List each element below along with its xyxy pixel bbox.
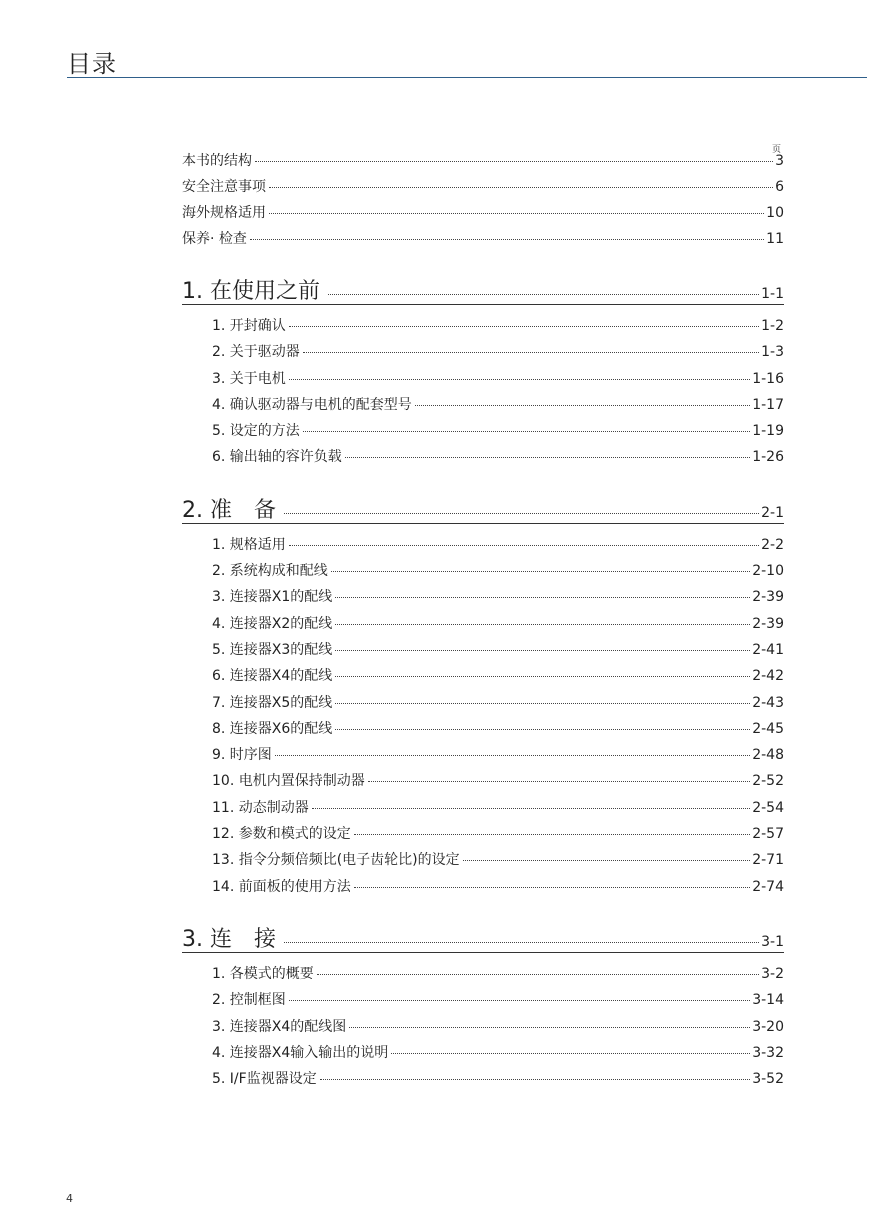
toc-entry[interactable] (182, 823, 784, 849)
page-title: 目录 (67, 50, 117, 78)
toc-entry-page: 3-20 (752, 1018, 784, 1035)
toc-entry-label: 6. 连接器X4的配线 (212, 668, 333, 685)
toc-entry-label: 保养· 检查 (182, 231, 247, 247)
toc-entry[interactable] (182, 368, 784, 394)
chapter-title: 1. 在使用之前 (182, 279, 320, 304)
toc-entry-page: 1-19 (752, 423, 784, 440)
toc-entry[interactable] (182, 744, 784, 770)
toc-entry[interactable] (182, 176, 784, 202)
toc-entry[interactable] (182, 876, 784, 902)
toc-entry-label: 6. 输出轴的容许负载 (212, 449, 342, 466)
toc-entry-label: 海外规格适用 (182, 205, 266, 221)
dot-leader (335, 650, 750, 651)
dot-leader (463, 860, 751, 861)
toc-entry-label: 4. 确认驱动器与电机的配套型号 (212, 396, 412, 413)
chapter-heading[interactable] (182, 922, 784, 953)
toc-entry-page: 11 (766, 231, 784, 247)
toc-entry-label: 2. 关于驱动器 (212, 344, 300, 361)
title-divider (67, 77, 867, 78)
toc-entry-label: 14. 前面板的使用方法 (212, 878, 351, 895)
dot-leader (284, 942, 759, 943)
dot-leader (317, 974, 759, 975)
toc-entry-page: 2-10 (752, 563, 784, 580)
dot-leader (354, 887, 751, 888)
toc-entry-page: 6 (775, 179, 784, 195)
toc-entry[interactable] (182, 692, 784, 718)
dot-leader (335, 703, 750, 704)
dot-leader (284, 513, 759, 514)
toc-entry-label: 3. 关于电机 (212, 370, 286, 387)
toc-entry-label: 13. 指令分频倍频比(电子齿轮比)的设定 (212, 852, 460, 869)
toc-entry[interactable] (182, 963, 784, 989)
toc-entry[interactable] (182, 534, 784, 560)
toc-entry-page: 3-52 (752, 1071, 784, 1088)
dot-leader (289, 545, 759, 546)
dot-leader (335, 729, 750, 730)
toc-entry[interactable] (182, 849, 784, 875)
dot-leader (255, 161, 773, 162)
chapter-title: 3. 连 接 (182, 926, 276, 952)
toc-entry[interactable] (182, 341, 784, 367)
page-column-label: 页 (772, 145, 782, 155)
toc-entry-page: 2-39 (752, 615, 784, 632)
dot-leader (331, 571, 750, 572)
dot-leader (289, 326, 759, 327)
toc-entry[interactable] (182, 1068, 784, 1094)
toc-entry[interactable] (182, 150, 784, 176)
toc-entry-page: 2-54 (752, 799, 784, 816)
toc-entry[interactable] (182, 718, 784, 744)
toc-entry-label: 5. 设定的方法 (212, 423, 300, 440)
dot-leader (335, 624, 750, 625)
toc-entry-page: 3 (775, 153, 784, 169)
toc-entry-page: 1-17 (752, 396, 784, 413)
chapter-heading[interactable] (182, 493, 784, 524)
dot-leader (328, 294, 759, 295)
toc-entry-page: 2-71 (752, 852, 784, 869)
toc-entry-label: 2. 系统构成和配线 (212, 563, 328, 580)
toc-entry-label: 4. 连接器X2的配线 (212, 615, 333, 632)
dot-leader (320, 1079, 751, 1080)
toc-entry-label: 12. 参数和模式的设定 (212, 826, 351, 843)
dot-leader (312, 808, 751, 809)
toc-entry-label: 1. 规格适用 (212, 536, 286, 553)
toc-entry[interactable] (182, 420, 784, 446)
dot-leader (275, 755, 750, 756)
toc-entry-page: 1-3 (761, 344, 784, 361)
toc-entry-page: 3-32 (752, 1044, 784, 1061)
dot-leader (354, 834, 751, 835)
page-number: 4 (66, 1192, 73, 1205)
toc-entry-page: 2-45 (752, 720, 784, 737)
toc-entry-label: 4. 连接器X4输入输出的说明 (212, 1044, 389, 1061)
dot-leader (269, 213, 764, 214)
toc-entry-page: 2-39 (752, 589, 784, 606)
toc-entry[interactable] (182, 315, 784, 341)
toc-entry-page: 2-74 (752, 878, 784, 895)
toc-entry-label: 本书的结构 (182, 153, 252, 169)
toc-entry-label: 1. 开封确认 (212, 318, 286, 334)
dot-leader (335, 597, 750, 598)
chapter-page: 3-1 (761, 933, 784, 950)
toc-entry[interactable] (182, 770, 784, 796)
toc-entry-label: 1. 各模式的概要 (212, 965, 314, 982)
dot-leader (289, 379, 750, 380)
toc-entry-page: 1-2 (761, 318, 784, 334)
toc-entry-page: 2-41 (752, 641, 784, 658)
toc-entry[interactable] (182, 446, 784, 472)
toc-entry-label: 5. 连接器X3的配线 (212, 641, 333, 658)
toc-entry-label: 10. 电机内置保持制动器 (212, 773, 365, 790)
dot-leader (303, 431, 750, 432)
toc-entry-label: 安全注意事项 (182, 179, 266, 195)
toc-entry[interactable] (182, 394, 784, 420)
toc-entry-page: 2-42 (752, 668, 784, 685)
toc-entry-page: 3-14 (752, 992, 784, 1009)
toc-entry-page: 2-2 (761, 536, 784, 553)
dot-leader (335, 676, 750, 677)
table-of-contents (182, 150, 784, 1094)
toc-entry[interactable] (182, 1016, 784, 1042)
dot-leader (303, 352, 759, 353)
chapter-heading[interactable] (182, 274, 784, 305)
toc-entry[interactable] (182, 202, 784, 228)
toc-entry-label: 3. 连接器X1的配线 (212, 589, 333, 606)
dot-leader (269, 187, 773, 188)
toc-entry[interactable] (182, 665, 784, 691)
dot-leader (349, 1027, 750, 1028)
toc-entry[interactable] (182, 560, 784, 586)
toc-entry-page: 2-43 (752, 694, 784, 711)
toc-entry-label: 9. 时序图 (212, 747, 272, 764)
chapter-page: 2-1 (761, 504, 784, 521)
toc-entry-page: 1-26 (752, 449, 784, 466)
toc-entry-label: 7. 连接器X5的配线 (212, 694, 333, 711)
dot-leader (415, 405, 750, 406)
toc-entry[interactable] (182, 586, 784, 612)
toc-entry[interactable] (182, 1042, 784, 1068)
dot-leader (345, 457, 750, 458)
dot-leader (289, 1000, 750, 1001)
toc-entry-page: 2-57 (752, 826, 784, 843)
toc-entry[interactable] (182, 228, 784, 254)
toc-entry-label: 5. I/F监视器设定 (212, 1071, 317, 1088)
toc-entry-label: 3. 连接器X4的配线图 (212, 1018, 347, 1035)
chapter-page: 1-1 (761, 286, 784, 302)
toc-entry-page: 2-52 (752, 773, 784, 790)
chapter-title: 2. 准 备 (182, 497, 276, 523)
toc-entry-page: 3-2 (761, 965, 784, 982)
toc-entry-page: 10 (766, 205, 784, 221)
toc-entry-page: 2-48 (752, 747, 784, 764)
toc-entry-label: 2. 控制框图 (212, 992, 286, 1009)
toc-entry[interactable] (182, 639, 784, 665)
toc-entry[interactable] (182, 989, 784, 1015)
toc-entry[interactable] (182, 613, 784, 639)
toc-entry-label: 8. 连接器X6的配线 (212, 720, 333, 737)
toc-entry[interactable] (182, 797, 784, 823)
dot-leader (368, 781, 751, 782)
dot-leader (250, 239, 764, 240)
toc-entry-page: 1-16 (752, 370, 784, 387)
toc-entry-label: 11. 动态制动器 (212, 799, 309, 816)
dot-leader (391, 1053, 750, 1054)
